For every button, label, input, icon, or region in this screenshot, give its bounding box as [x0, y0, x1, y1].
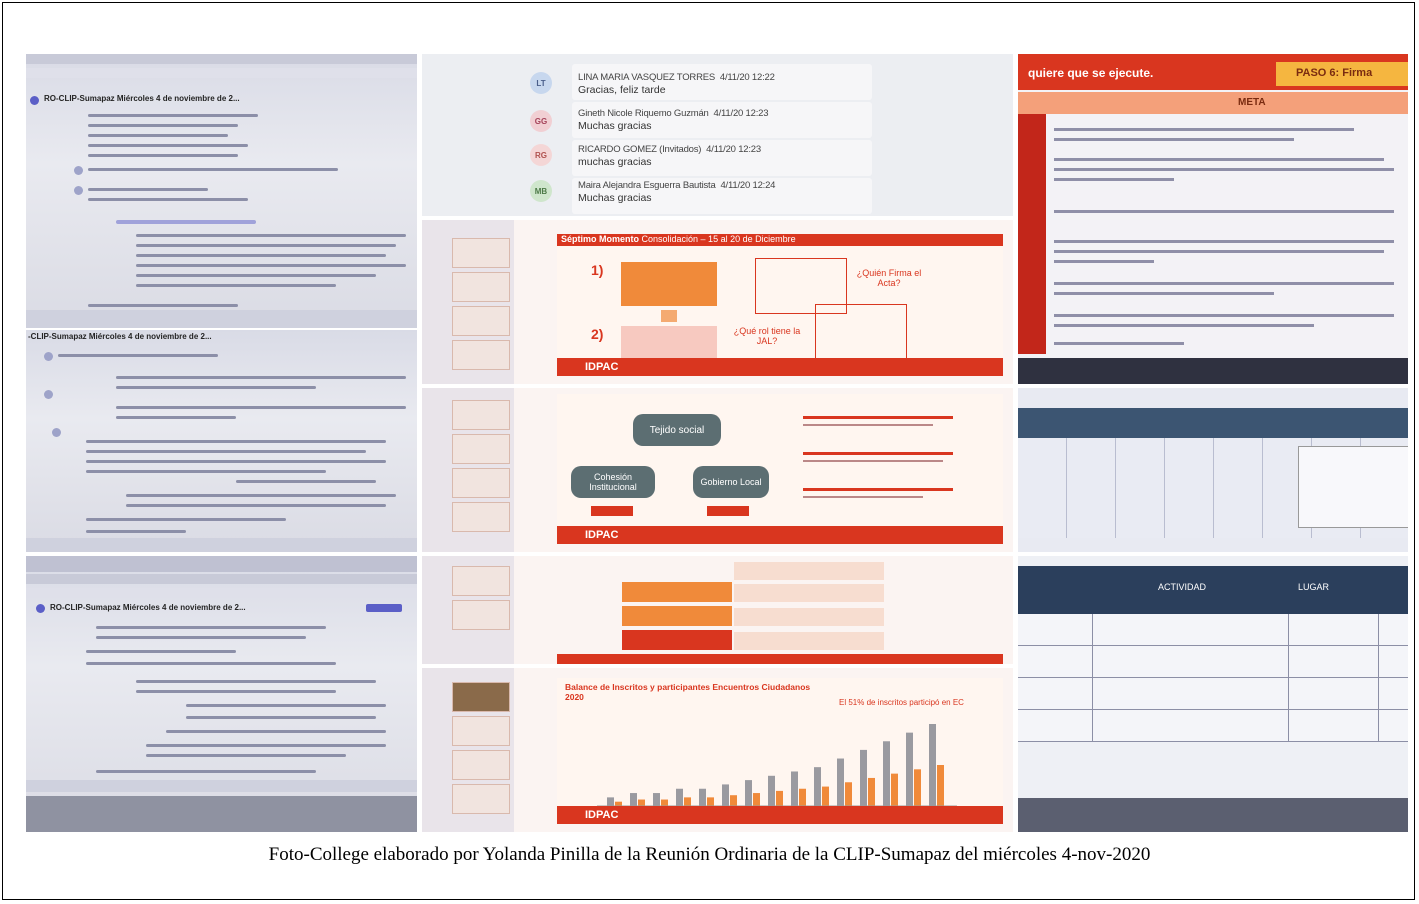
- bar: [745, 780, 752, 806]
- bar: [722, 784, 729, 806]
- bar: [906, 733, 913, 806]
- slide-screenshot-4: [422, 668, 1013, 832]
- column-meta: META: [1238, 97, 1266, 108]
- bar: [883, 741, 890, 806]
- chat-sender: RICARDO GOMEZ (Invitados) 4/11/20 12:23: [578, 144, 761, 155]
- bar: [676, 789, 683, 806]
- chat-message: Muchas gracias: [578, 192, 652, 204]
- step-1: 1): [591, 262, 604, 278]
- question-jal: ¿Qué rol tiene la JAL?: [733, 326, 801, 346]
- bar: [860, 750, 867, 806]
- brand-logo: IDPAC: [585, 529, 619, 541]
- avatar: MB: [530, 180, 552, 202]
- teams-screenshot-2: [26, 330, 417, 552]
- chat-sender: Gineth Nicole Riquemo Guzmán 4/11/20 12:23: [578, 108, 769, 119]
- slide-heading: Séptimo Momento: [561, 234, 639, 244]
- bar: [799, 789, 806, 806]
- avatar: GG: [530, 110, 552, 132]
- bar: [937, 765, 944, 806]
- chart-title: Balance de Inscritos y participantes Encuentros Ciudadanos 2020: [565, 682, 811, 702]
- chat-screenshot: [422, 54, 1013, 216]
- step-2: 2): [591, 326, 604, 342]
- slide-subheading: Consolidación – 15 al 20 de Diciembre: [641, 234, 796, 244]
- teams-screenshot-1: [26, 54, 417, 328]
- chat-message: Muchas gracias: [578, 120, 652, 132]
- bar: [776, 791, 783, 806]
- bar: [607, 797, 614, 806]
- header-left: quiere que se ejecute.: [1028, 66, 1154, 80]
- bar: [753, 793, 760, 806]
- meeting-title-3: RO-CLIP-Sumapaz Miércoles 4 de noviembre de 2...: [50, 603, 246, 612]
- chat-sender: Maira Alejandra Esguerra Bautista 4/11/20 12:24: [578, 180, 776, 191]
- column-lugar: LUGAR: [1298, 582, 1330, 592]
- chat-message: Gracias, feliz tarde: [578, 84, 666, 96]
- chart-note: El 51% de inscritos participó en EC: [839, 698, 964, 707]
- slide-screenshot-2: [422, 388, 1013, 552]
- avatar: RG: [530, 144, 552, 166]
- header-right: PASO 6: Firma: [1296, 67, 1373, 79]
- spreadsheet-screenshot-1: [1018, 54, 1408, 384]
- bar: [791, 771, 798, 806]
- chat-message: muchas gracias: [578, 156, 652, 168]
- bar: [814, 767, 821, 806]
- bar: [845, 782, 852, 806]
- bar: [868, 778, 875, 806]
- spreadsheet-screenshot-3: [1018, 556, 1408, 832]
- spreadsheet-screenshot-2: [1018, 388, 1408, 552]
- bar: [653, 793, 660, 806]
- meeting-title-2: -CLIP-Sumapaz Miércoles 4 de noviembre de 2...: [28, 332, 212, 341]
- caption: Foto-College elaborado por Yolanda Pinilla de la Reunión Ordinaria de la CLIP-Sumapaz del miércoles 4-nov-2020: [268, 844, 1151, 865]
- chat-sender: LINA MARIA VASQUEZ TORRES 4/11/20 12:22: [578, 72, 775, 83]
- bar: [730, 795, 737, 806]
- bar: [630, 793, 637, 806]
- brand-logo: IDPAC: [585, 361, 619, 373]
- slide-screenshot-1: [422, 220, 1013, 384]
- bar: [837, 759, 844, 806]
- bar: [699, 789, 706, 806]
- bar: [929, 724, 936, 806]
- bar: [768, 776, 775, 806]
- bar: [891, 774, 898, 806]
- node-gobierno-local: Gobierno Local: [693, 466, 769, 498]
- column-actividad: ACTIVIDAD: [1158, 582, 1207, 592]
- avatar: LT: [530, 72, 552, 94]
- meeting-title: RO-CLIP-Sumapaz Miércoles 4 de noviembre de 2...: [44, 94, 240, 103]
- bar: [684, 797, 691, 806]
- node-tejido-social: Tejido social: [633, 414, 721, 446]
- question-acta: ¿Quién Firma el Acta?: [856, 268, 922, 288]
- slide-screenshot-3: [422, 556, 1013, 664]
- brand-logo: IDPAC: [585, 809, 619, 821]
- bar-chart: [597, 714, 957, 814]
- node-cohesion: Cohesión Institucional: [571, 466, 655, 498]
- bar: [707, 797, 714, 806]
- bar: [914, 769, 921, 806]
- bar: [822, 787, 829, 806]
- teams-screenshot-3: [26, 556, 417, 832]
